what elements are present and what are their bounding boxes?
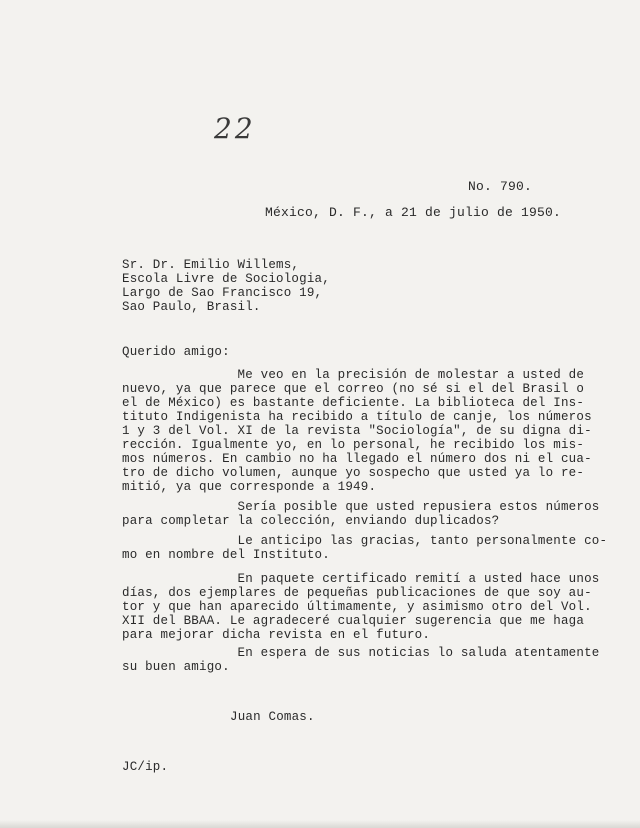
- paragraph-1-line: Me veo en la precisión de molestar a usted de: [122, 368, 585, 382]
- recipient-line: Sr. Dr. Emilio Willems,: [122, 258, 300, 272]
- paragraph-1-line: tro de dicho volumen, aunque yo sospecho que usted ya lo re-: [122, 466, 585, 480]
- paragraph-1-line: mitió, ya que corresponde a 1949.: [122, 480, 377, 494]
- paragraph-4-line: tor y que han aparecido últimamente, y asimismo otro del Vol.: [122, 600, 592, 614]
- salutation: Querido amigo:: [122, 345, 230, 359]
- paragraph-1-line: mos números. En cambio no ha llegado el número dos ni el cua-: [122, 452, 592, 466]
- paragraph-3-line: mo en nombre del Instituto.: [122, 548, 330, 562]
- page-edge: [0, 820, 640, 828]
- paragraph-1-line: nuevo, ya que parece que el correo (no sé si el del Brasil o: [122, 382, 585, 396]
- recipient-line: Escola Livre de Sociologia,: [122, 272, 330, 286]
- paragraph-4-line: días, dos ejemplares de pequeñas publicaciones de que soy au-: [122, 586, 592, 600]
- recipient-line: Sao Paulo, Brasil.: [122, 300, 261, 314]
- paragraph-1-line: rección. Igualmente yo, en lo personal, he recibido los mis-: [122, 438, 585, 452]
- signature: Juan Comas.: [230, 710, 315, 724]
- paragraph-5-line: En espera de sus noticias lo saluda atentamente: [122, 646, 600, 660]
- paragraph-4-line: En paquete certificado remití a usted hace unos: [122, 572, 600, 586]
- reference-initials: JC/ip.: [122, 760, 169, 774]
- handwritten-note: 22: [214, 112, 256, 145]
- paragraph-4-line: para mejorar dicha revista en el futuro.: [122, 628, 431, 642]
- paragraph-4-line: XII del BBAA. Le agradeceré cualquier sugerencia que me haga: [122, 614, 585, 628]
- paragraph-1-line: 1 y 3 del Vol. XI de la revista "Sociología", de su digna di-: [122, 424, 592, 438]
- paragraph-2-line: Sería posible que usted repusiera estos números: [122, 500, 600, 514]
- paragraph-1-line: tituto Indigenista ha recibido a título de canje, los números: [122, 410, 592, 424]
- recipient-line: Largo de Sao Francisco 19,: [122, 286, 323, 300]
- paragraph-3-line: Le anticipo las gracias, tanto personalmente co-: [122, 534, 608, 548]
- letter-number: No. 790.: [468, 179, 533, 194]
- paragraph-1-line: el de México) es bastante deficiente. La biblioteca del Ins-: [122, 396, 585, 410]
- date-line: México, D. F., a 21 de julio de 1950.: [265, 205, 562, 220]
- paragraph-5-line: su buen amigo.: [122, 660, 230, 674]
- paragraph-2-line: para completar la colección, enviando duplicados?: [122, 514, 500, 528]
